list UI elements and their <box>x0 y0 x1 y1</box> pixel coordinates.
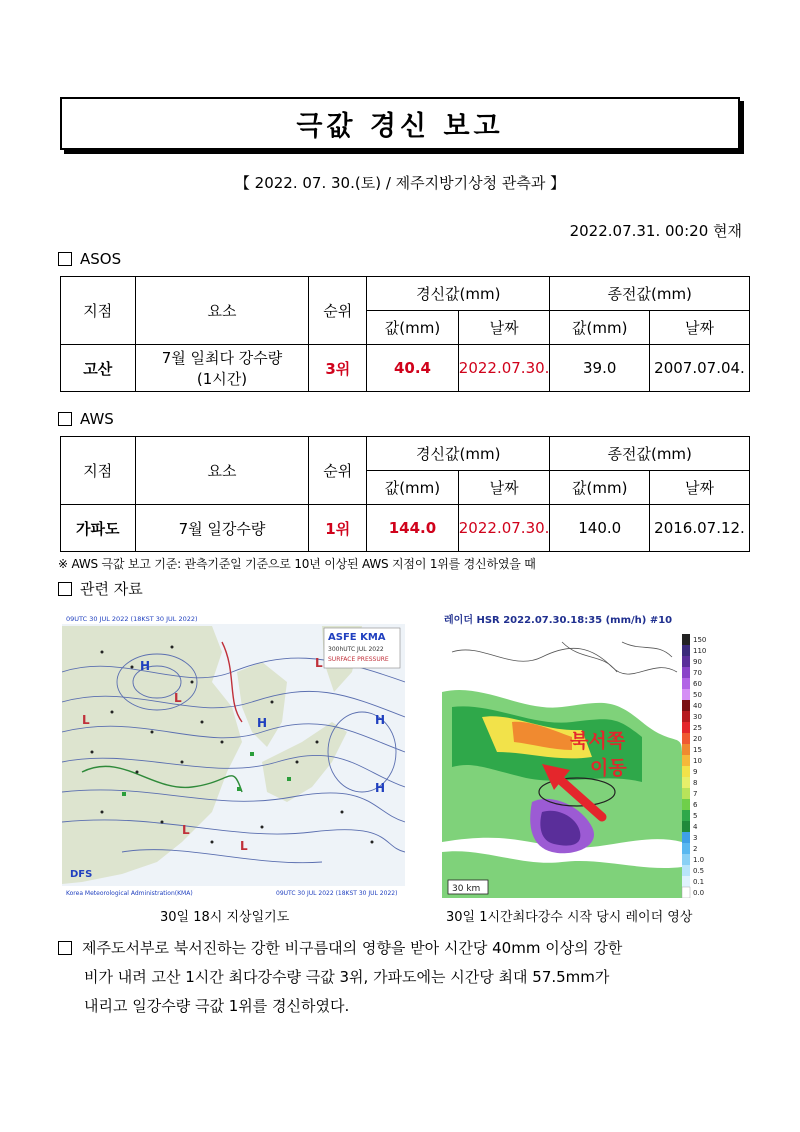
related-section-heading <box>58 578 143 599</box>
header-prev-date: 날짜 <box>650 311 750 345</box>
cell-element <box>135 345 309 392</box>
legend-label: 3 <box>693 834 698 842</box>
summary-line-1 <box>58 934 748 963</box>
legend-label: 10 <box>693 757 702 765</box>
legend-label: 30 <box>693 713 702 721</box>
cell-prev-date: 2007.07.04. <box>650 345 750 392</box>
svg-text:L: L <box>240 839 248 853</box>
legend-label: 0.0 <box>693 889 705 897</box>
legend-label: 50 <box>693 691 702 699</box>
legend-label: 20 <box>693 735 702 743</box>
svg-text:H: H <box>375 713 386 727</box>
legend-label: 70 <box>693 669 702 677</box>
cell-element: 7월 일강수량 <box>135 505 309 552</box>
cell-new-value: 144.0 <box>367 505 459 552</box>
cell-prev-date: 2016.07.12. <box>650 505 750 552</box>
header-prev-value-group: 종전값(mm) <box>550 277 750 311</box>
svg-text:H: H <box>375 781 386 795</box>
asos-section-heading <box>58 250 121 268</box>
radar-scale-label: 30 km <box>452 884 481 894</box>
header-rank: 순위 <box>309 277 367 345</box>
checkbox-icon <box>58 582 72 596</box>
legend-label: 2 <box>693 845 698 853</box>
legend-label: 7 <box>693 790 698 798</box>
radar-header: 레이더 HSR 2022.07.30.18:35 (mm/h) #10 <box>444 615 673 626</box>
radar-image <box>442 612 712 898</box>
header-station: 지점 <box>61 277 136 345</box>
legend-label: 0.5 <box>693 867 705 875</box>
cell-prev-value: 39.0 <box>550 345 650 392</box>
cell-rank: 3위 <box>309 345 367 392</box>
radar-annotation-direction: 북서쪽 <box>570 730 626 752</box>
header-prev-value: 값(mm) <box>550 471 650 505</box>
table-row <box>61 505 750 552</box>
cell-new-value: 40.4 <box>367 345 459 392</box>
map-footer-left: Korea Meteorological Administration(KMA) <box>66 890 193 897</box>
summary-text-1: 제주도서부로 북서진하는 강한 비구름대의 영향을 받아 시간당 40mm 이상의 강한 <box>82 939 623 957</box>
map-header-type: SURFACE PRESSURE <box>328 656 389 663</box>
header-prev-date: 날짜 <box>650 471 750 505</box>
checkbox-icon <box>58 941 72 955</box>
header-element: 요소 <box>135 277 309 345</box>
page-title: 극값 경신 보고 <box>296 111 504 142</box>
svg-text:L: L <box>174 691 182 705</box>
map-header-agency: ASFE KMA <box>328 632 386 643</box>
header-rank: 순위 <box>309 437 367 505</box>
legend-label: 0.1 <box>693 878 705 886</box>
legend-label: 25 <box>693 724 702 732</box>
svg-text:H: H <box>140 659 151 673</box>
header-prev-value: 값(mm) <box>550 311 650 345</box>
legend-label: 150 <box>693 636 707 644</box>
related-section-label: 관련 자료 <box>80 580 143 598</box>
map-badge: DFS <box>70 869 93 880</box>
surface-weather-map <box>62 612 405 898</box>
legend-label: 90 <box>693 658 702 666</box>
legend-label: 40 <box>693 702 702 710</box>
legend-label: 1.0 <box>693 856 705 864</box>
radar-annotation-move: 이동 <box>590 757 627 779</box>
summary-line-3: 내리고 일강수량 극값 1위를 경신하였다. <box>84 997 350 1015</box>
title-box <box>60 97 740 150</box>
criteria-note: ※ AWS 극값 보고 기준: 관측기준일 기준으로 10년 이상된 AWS 지점이 1위를 경신하였을 때 <box>58 557 536 571</box>
cell-prev-value: 140.0 <box>550 505 650 552</box>
legend-label: 9 <box>693 768 698 776</box>
aws-section-heading <box>58 410 114 428</box>
asos-record-table <box>60 276 750 392</box>
report-timestamp: 2022.07.31. 00:20 현재 <box>569 222 742 240</box>
surface-map-caption: 30일 18시 지상일기도 <box>160 910 290 925</box>
header-new-value-group: 경신값(mm) <box>367 277 550 311</box>
checkbox-icon <box>58 252 72 266</box>
cell-element-line1: 7월 일최다 강수량 <box>161 349 283 367</box>
table-row <box>61 345 750 392</box>
legend-label: 15 <box>693 746 702 754</box>
cell-station: 가파도 <box>61 505 136 552</box>
cell-station: 고산 <box>61 345 136 392</box>
header-station: 지점 <box>61 437 136 505</box>
report-subtitle: 【 2022. 07. 30.(토) / 제주지방기상청 관측과 】 <box>234 174 566 192</box>
aws-section-label: AWS <box>80 410 114 428</box>
cell-rank: 1위 <box>309 505 367 552</box>
checkbox-icon <box>58 412 72 426</box>
legend-label: 110 <box>693 647 707 655</box>
header-new-date: 날짜 <box>458 311 550 345</box>
map-header-time: 300hUTC JUL 2022 <box>328 646 384 653</box>
legend-label: 5 <box>693 812 698 820</box>
map-header-left: 09UTC 30 JUL 2022 (18KST 30 JUL 2022) <box>66 615 198 623</box>
header-element: 요소 <box>135 437 309 505</box>
header-new-date: 날짜 <box>458 471 550 505</box>
asos-section-label: ASOS <box>80 250 122 268</box>
summary-line-2: 비가 내려 고산 1시간 최다강수량 극값 3위, 가파도에는 시간당 최대 57.5mm가 <box>84 968 610 986</box>
legend-label: 8 <box>693 779 698 787</box>
svg-text:L: L <box>315 656 323 670</box>
svg-text:H: H <box>257 716 268 730</box>
svg-text:L: L <box>82 713 90 727</box>
cell-new-date: 2022.07.30. <box>458 505 550 552</box>
header-new-value: 값(mm) <box>367 471 459 505</box>
cell-element-line2: (1시간) <box>196 370 248 388</box>
cell-new-date: 2022.07.30. <box>458 345 550 392</box>
legend-label: 4 <box>693 823 698 831</box>
legend-label: 6 <box>693 801 698 809</box>
legend-label: 60 <box>693 680 702 688</box>
header-prev-value-group: 종전값(mm) <box>550 437 750 471</box>
summary-paragraph <box>58 934 748 1021</box>
header-new-value-group: 경신값(mm) <box>367 437 550 471</box>
map-footer-right: 09UTC 30 JUL 2022 (18KST 30 JUL 2022) <box>276 890 398 897</box>
aws-record-table <box>60 436 750 552</box>
svg-text:L: L <box>182 823 190 837</box>
header-new-value: 값(mm) <box>367 311 459 345</box>
radar-caption: 30일 1시간최다강수 시작 당시 레이더 영상 <box>446 910 693 925</box>
